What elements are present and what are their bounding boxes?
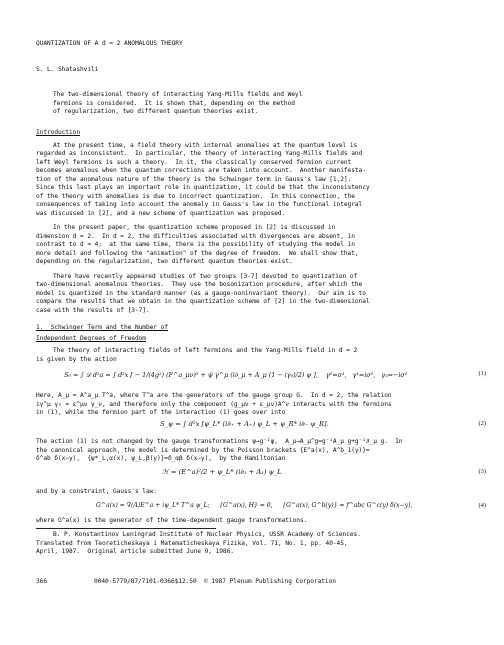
equation-body: S_ψ = ∫ d²x [ψ_L* (i∂₊ + A₊) ψ_L + ψ_R* i∂₋ ψ_R]. (160, 420, 329, 428)
text-line: where G^a(x) is the generator of the time-dependent gauge transformations. (36, 517, 308, 524)
text-line: In the present paper, the quantization scheme proposed in [2] is discussed in (53, 224, 336, 231)
text-line: two-dimensional anomalous theories. They use the bosonization procedure, after which the (36, 281, 363, 288)
equation-number: (1) (478, 370, 486, 377)
footnote-line: April, 1987. Original article submitted June 9, 1986. (36, 548, 234, 555)
text-line: δ^ab δ(x−y), {ψ*_L,α(x), ψ_L,β(y)}=δ_αβ δ(x−y), by the Hamiltonian (36, 455, 286, 462)
abstract-line: fermions is considered. It is shown that, depending on the method (53, 99, 295, 107)
text-line: iγ^μ γ₅ = ε^μν γ_ν, and therefore only the component (g_μν + ε_μν)A^ν interacts with the fermions (36, 400, 392, 408)
text-line: tion of the anomalous nature of the theory is the Schwinger term in Gauss's law [1,2]. (36, 175, 352, 183)
text-line: Since this last plays an important role in quantization, it could be that the inconsistency (36, 184, 370, 191)
abstract-line: The two-dimensional theory of interacting Yang-Mills fields and Weyl (53, 91, 303, 98)
section-subheading-1: Independent Degrees of Freedom (36, 335, 146, 342)
abstract-line: of regularization, two different quantum theories exist. (53, 108, 259, 115)
footnote-rule (36, 528, 216, 529)
equation-number: (3) (478, 468, 486, 475)
text-line: case with the results of [3-7]. (36, 306, 150, 314)
page-number: 366 (36, 578, 47, 585)
author: S. L. Shatashvili (36, 66, 99, 73)
text-line: consequences of taking into account the anomaly in Gauss's law in the functional integral (36, 201, 363, 208)
text-line: The theory of interacting fields of left fermions and the Yang-Mills field in d = 2 (53, 347, 358, 354)
equation-body: ℋ = (E^a)²/2 + ψ_L* (i∂₁ + A₁) ψ_L (162, 468, 282, 476)
text-line: dimension d = 2. In d = 2, the difficulties associated with divergences are absent, in (36, 232, 355, 240)
equation-number: (2) (478, 420, 486, 427)
footnote-line: Translated from Teoreticheskaya i Matematicheskaya Fizika, Vol. 71, No. 1, pp. 40-45, (36, 539, 348, 547)
text-line: The action (1) is not changed by the gauge transformations ψ→g⁻¹ψ, A_μ→A_μ^g=g⁻¹A_μ g+g⁻¹∂_μ g. In (36, 438, 403, 445)
text-line: model is quantized in the standard manner (as a gauge-noninvariant theory). Our aim is to (36, 289, 366, 297)
publication-code: 0040-5779/87/7101-0366$12.50 © 1987 Plenum Publishing Corporation (94, 578, 336, 585)
text-line: regarded as inconsistent. In particular, the theory of interacting Yang-Mills fields and (36, 150, 363, 157)
text-line: At the present time, a field theory with internal anomalies at the quantum level is (53, 141, 358, 149)
text-line: more detail and following the "animation" of the degree of freedom. We shall show that, (36, 249, 359, 257)
text-line: the canonical approach, the model is determined by the Poisson brackets {E^a(x), A^b_1(y)}= (36, 446, 370, 454)
section-heading-introduction: Introduction (36, 129, 80, 136)
equation-body: S₀ = ∫ 𝒟 d²a = ∫ d²x [ − 1/(4g²) (F^a_μν)² + ψ̄ γ^μ (i∂_μ + A_μ (1 − iγ₅)/2) ψ ], γ⁰=σ¹, γ¹=iσ², γ₅=−iσ² (64, 371, 408, 379)
text-line: in (1), while the fermion part of the interaction (1) goes over into (36, 409, 286, 416)
section-heading-1: 1. Schwinger Term and the Number of (36, 324, 168, 331)
text-line: of the theory with anomalies is due to incorrect quantization. In this connection, the (36, 192, 355, 200)
text-line: contrast to d = 4; at the same time, there is the possibility of studying the model in (36, 241, 355, 248)
text-line: There have recently appeared studies of two groups [3-7] devoted to quantization of (53, 272, 358, 280)
text-line: left Weyl fermions is such a theory. In it, the classically conserved fermion current (36, 158, 352, 166)
paper-title: QUANTIZATION OF A d = 2 ANOMALOUS THEORY (36, 40, 183, 47)
text-line: compare the results that we obtain in the quantization scheme of [2] in the two-dimensional (36, 298, 370, 305)
text-line: Here, A_μ = A^a_μ T^a, where T^a are the generators of the gauge group G. In d = 2, the relation (36, 392, 392, 399)
text-line: and by a constraint, Gauss's law: (36, 488, 157, 495)
footnote-line: B. P. Konstantinov Leningrad Institute of Nuclear Physics, USSR Academy of Sciences. (53, 531, 361, 538)
text-line: becomes anomalous when the quantum corrections are taken into account. Another manifesta- (36, 167, 366, 174)
text-line: was discussed in [2], and a new scheme of quantization was proposed. (36, 209, 286, 217)
text-line: depending on the regularization, two different quantum theories exist. (36, 258, 293, 265)
text-line: is given by the action (36, 355, 117, 363)
equation-body: G^a(x) = ∇(A)E^a + iψ_L* T^a ψ_L; {G^a(x), H} = 0, {G^a(x), G^b(y)} = f^abc G^c(y) δ(x−y), (96, 502, 413, 509)
equation-number: (4) (478, 502, 486, 509)
